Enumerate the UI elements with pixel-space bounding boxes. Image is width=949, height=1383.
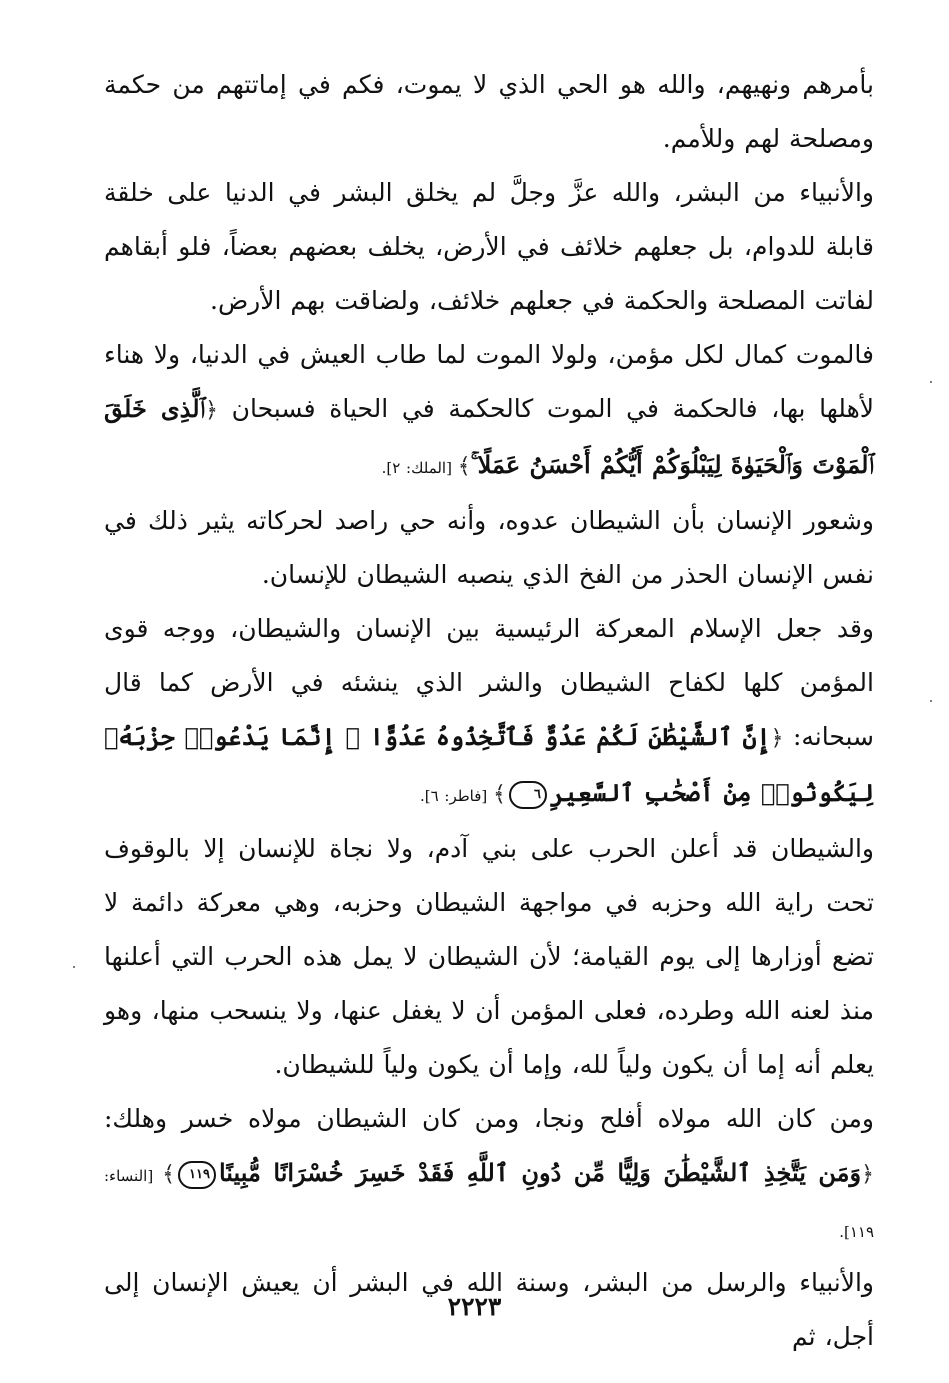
- ornate-bracket: ﴿: [861, 1162, 874, 1187]
- paragraph-text: والشيطان قد أعلن الحرب على بني آدم، ولا نجاة للإنسان إلا بالوقوف تحت راية الله وحزبه في مواجهة الشيطان وحزبه، وهي معركة دائمة لا تضع أوزارها إلى يوم القيامة؛ لأن الشيطان لا يمل هذه الحرب التي أعلنها منذ لعنه الله وطرده، فعلى المؤمن أن لا يغفل عنها، ولا ينسحب منها، وهو يعلم أنه إما أن يكون ولياً لله، وإما أن يكون ولياً للشيطان.: [104, 834, 874, 1079]
- ornate-bracket: ﴾: [457, 454, 471, 479]
- paragraph: [104, 494, 874, 602]
- page-body: [104, 58, 874, 1364]
- quran-verse: ٱلَّذِى خَلَقَ ٱلْمَوْتَ وَٱلْحَيَوٰةَ لِيَبْلُوَكُمْ أَيُّكُمْ أَحْسَنُ عَمَلًا ۚ: [104, 394, 874, 479]
- paragraph: [104, 822, 874, 1092]
- ornate-bracket: ﴿: [205, 398, 218, 423]
- verse-reference: [الملك: ٢].: [381, 459, 458, 477]
- paragraph: [104, 58, 874, 166]
- quran-verse: وَمَن يَتَّخِذِ ٱلشَّيْطَٰنَ وَلِيًّا مِّن دُونِ ٱللَّهِ فَقَدْ خَسِرَ خُسْرَانًا مُّبِينًا: [218, 1158, 862, 1187]
- paragraph-text: والأنبياء من البشر، والله عزَّ وجلَّ لم يخلق البشر في الدنيا على خلقة قابلة للدوام، بل جعلهم خلائف في الأرض، يخلف بعضهم بعضاً، فلو أبقاهم لفاتت المصلحة والحكمة في جعلهم خلائف، ولضاقت بهم الأرض.: [104, 178, 874, 315]
- paragraph-text: والأنبياء والرسل من البشر، وسنة الله في البشر أن يعيش الإنسان إلى أجل، ثم: [104, 1268, 874, 1351]
- ayah-number-marker: ١١٩: [178, 1161, 216, 1189]
- paragraph-text: وقد جعل الإسلام المعركة الرئيسية بين الإنسان والشيطان، ووجه قوى المؤمن كلها لكفاح الشيطان والشر الذي ينشئه في الأرض كما قال سبحانه:: [104, 614, 874, 751]
- paragraph-text: وشعور الإنسان بأن الشيطان عدوه، وأنه حي راصد لحركاته يثير ذلك في نفس الإنسان الحذر من الفخ الذي ينصبه الشيطان للإنسان.: [104, 506, 874, 589]
- ornate-bracket: ﴾: [493, 782, 506, 807]
- paragraph-text: بأمرهم ونهيهم، والله هو الحي الذي لا يموت، فكم في إماتتهم من حكمة ومصلحة لهم وللأمم.: [104, 70, 874, 153]
- ornate-bracket: ﴿: [770, 726, 784, 751]
- paragraph: [104, 1092, 874, 1256]
- verse-reference: [فاطر: ٦].: [419, 787, 494, 805]
- margin-mark: [930, 381, 932, 383]
- paragraph-text: ومن كان الله مولاه أفلح ونجا، ومن كان الشيطان مولاه خسر وهلك:: [104, 1104, 874, 1133]
- paragraph-text: فالموت كمال لكل مؤمن، ولولا الموت لما طاب العيش في الدنيا، ولا هناء لأهلها بها، فالحكمة في الموت كالحكمة في الحياة فسبحان: [104, 340, 875, 423]
- paragraph: [104, 602, 874, 822]
- paragraph: [104, 166, 874, 328]
- margin-mark: [73, 966, 75, 968]
- page-number: ٢٢٢٣: [447, 1292, 502, 1321]
- ornate-bracket: ﴾: [162, 1162, 175, 1187]
- verse-reference: [النساء: ١١٩].: [104, 1167, 874, 1241]
- quran-verse: إِنَّ ٱلشَّيْطَٰنَ لَكُمْ عَدُوٌّ فَٱتَّخِذُوهُ عَدُوًّا ۚ إِنَّمَا يَدْعُوا۟ حِزْبَهُۥ لِيَكُونُوا۟ مِنْ أَصْحَٰبِ ٱلسَّعِيرِ: [104, 722, 874, 807]
- margin-mark: [930, 700, 932, 702]
- ayah-number-marker: ٦: [509, 781, 547, 809]
- paragraph: [104, 328, 874, 494]
